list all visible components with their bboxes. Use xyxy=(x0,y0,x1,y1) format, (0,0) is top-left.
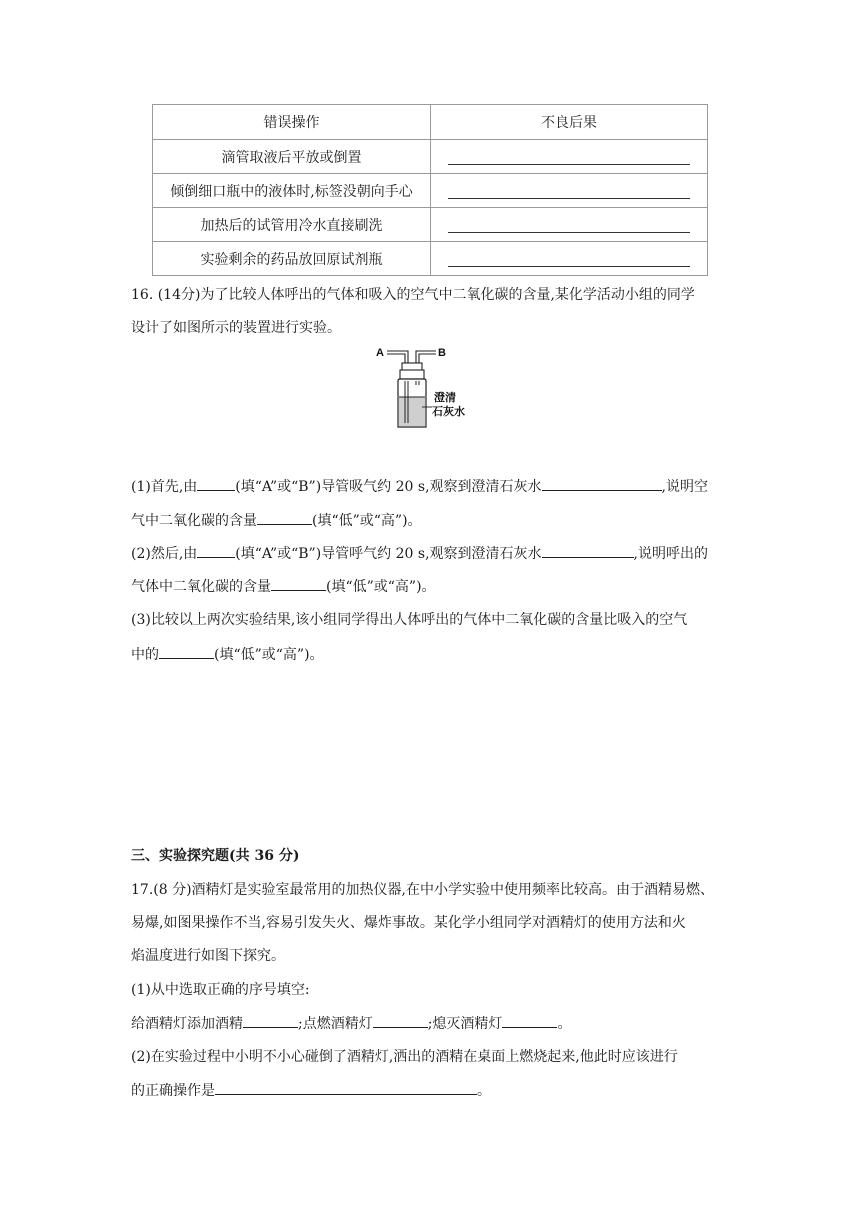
table-cell-operation: 滴管取液后平放或倒置 xyxy=(153,140,431,174)
answer-blank[interactable] xyxy=(542,543,634,558)
answer-blank[interactable] xyxy=(373,1013,428,1028)
q16-part3-line2: 中的 (填“低”或“高”)。 xyxy=(131,644,324,665)
q17-part2-line1: (2)在实验过程中小明不小心碰倒了酒精灯,洒出的酒精在桌面上燃烧起来,他此时应该进行 xyxy=(131,1049,678,1065)
table-row xyxy=(153,174,708,208)
table-cell-answer[interactable] xyxy=(431,174,708,208)
figure-label-liquid-line2: 石灰水 xyxy=(432,405,465,418)
error-operation-table xyxy=(152,104,708,276)
answer-blank[interactable] xyxy=(448,184,690,199)
answer-blank[interactable] xyxy=(257,510,312,525)
table-row xyxy=(153,208,708,242)
q17-stem-line2: 易爆,如图果操作不当,容易引发失火、爆炸事故。某化学小组同学对酒精灯的使用方法和火 xyxy=(131,915,686,931)
answer-blank[interactable] xyxy=(197,476,235,491)
q17-stem-line3: 焰温度进行如图下探究。 xyxy=(131,948,285,964)
answer-blank[interactable] xyxy=(448,252,690,267)
table-header-row xyxy=(153,105,708,140)
gas-washing-bottle-figure xyxy=(372,343,488,431)
table-header-cell: 不良后果 xyxy=(431,105,708,140)
figure-label-a: A xyxy=(376,347,384,359)
section-title: 三、实验探究题(共 36 分) xyxy=(131,848,300,864)
bottle-icon xyxy=(398,363,432,427)
figure-label-liquid-line1: 澄清 xyxy=(434,391,456,404)
q16-part2-line2: 气体中二氧化碳的含量 (填“低”或“高”)。 xyxy=(131,576,436,597)
table-row xyxy=(153,140,708,174)
answer-blank[interactable] xyxy=(502,1013,557,1028)
q16-part3-line1: (3)比较以上两次实验结果,该小组同学得出人体呼出的气体中二氧化碳的含量比吸入的空气 xyxy=(131,612,688,628)
q16-part1-line1: (1)首先,由 (填“A”或“B”)导管吸气约 20 s,观察到澄清石灰水 ,说明空 xyxy=(131,476,708,497)
table-cell-answer[interactable] xyxy=(431,140,708,174)
table-cell-operation: 实验剩余的药品放回原试剂瓶 xyxy=(153,242,431,276)
table-header-cell: 错误操作 xyxy=(153,105,431,140)
table-row xyxy=(153,242,708,276)
q16-part2-line1: (2)然后,由 (填“A”或“B”)导管呼气约 20 s,观察到澄清石灰水 ,说明呼出的 xyxy=(131,543,708,564)
figure-label-b: B xyxy=(438,347,446,359)
q17-part1-intro: (1)从中选取正确的序号填空: xyxy=(131,982,310,998)
q17-stem-line1: 17.(8 分)酒精灯是实验室最常用的加热仪器,在中小学实验中使用频率比较高。由于酒精易燃、 xyxy=(131,882,714,898)
answer-blank[interactable] xyxy=(215,1080,477,1095)
answer-blank[interactable] xyxy=(197,543,235,558)
table-cell-operation: 加热后的试管用冷水直接刷洗 xyxy=(153,208,431,242)
table-cell-operation: 倾倒细口瓶中的液体时,标签没朝向手心 xyxy=(153,174,431,208)
q16-stem-line1: 16. (14分)为了比较人体呼出的气体和吸入的空气中二氧化碳的含量,某化学活动小组的同学 xyxy=(131,287,695,303)
q16-stem-line2: 设计了如图所示的装置进行实验。 xyxy=(131,320,341,336)
answer-blank[interactable] xyxy=(243,1013,298,1028)
answer-blank[interactable] xyxy=(448,150,690,165)
table-cell-answer[interactable] xyxy=(431,242,708,276)
answer-blank[interactable] xyxy=(448,218,690,233)
q16-part1-line2: 气中二氧化碳的含量 (填“低”或“高”)。 xyxy=(131,510,422,531)
table-cell-answer[interactable] xyxy=(431,208,708,242)
answer-blank[interactable] xyxy=(542,476,662,491)
answer-blank[interactable] xyxy=(159,644,214,659)
answer-blank[interactable] xyxy=(271,576,326,591)
q17-part2-line2: 的正确操作是 。 xyxy=(131,1080,491,1101)
q17-part1-blanks: 给酒精灯添加酒精 ;点燃酒精灯 ;熄灭酒精灯 。 xyxy=(131,1013,571,1034)
